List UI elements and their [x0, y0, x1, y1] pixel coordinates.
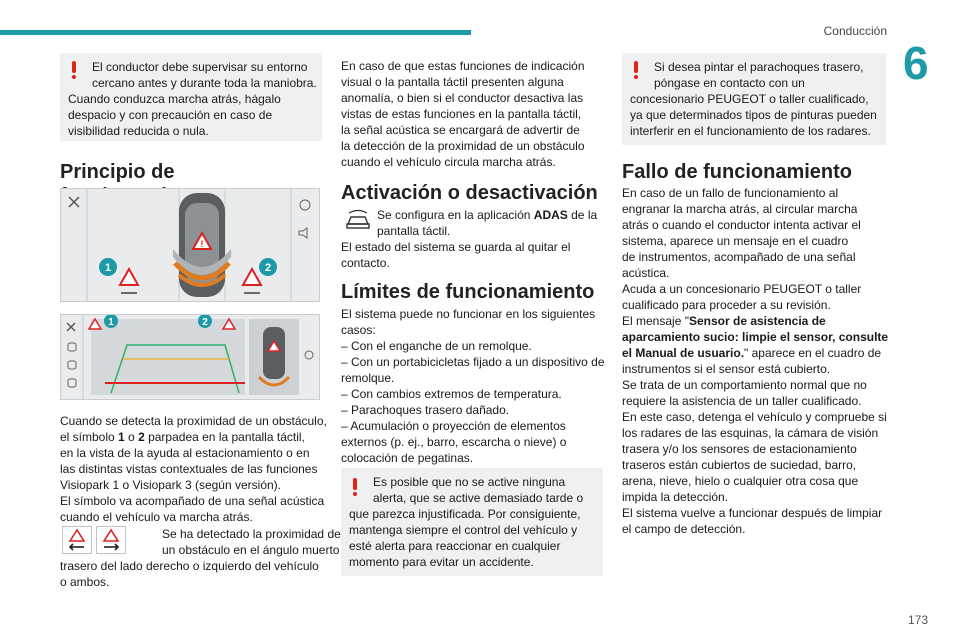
body-line: Se trata de un comportamiento normal que no: [622, 378, 867, 392]
warning-line: esté alerta para reaccionar en cualquier: [349, 539, 561, 553]
body-line: Visiopark 1 o Visiopark 3 (según versión).: [60, 478, 282, 492]
body-line: cualificado para proceder a su revisión.: [622, 298, 831, 312]
icon-description-line: un obstáculo en el ángulo muerto: [162, 543, 340, 557]
body-line: cuando el vehículo va marcha atrás.: [60, 510, 253, 524]
rear-camera-figure: [60, 314, 320, 400]
warning-line: mantenga siempre el control del vehículo y: [349, 523, 578, 537]
body-line: instrumentos si el sensor está cubierto.: [622, 362, 831, 376]
list-item: colocación de pegatinas.: [341, 451, 474, 465]
body-line: traseros están cubiertos de suciedad, barro,: [622, 458, 857, 472]
body-line: vistas de estas funciones en la pantalla táctil,: [341, 107, 582, 121]
body-line: el símbolo 1 o 2 parpadea en la pantalla táctil,: [60, 430, 305, 444]
warning-line: que parezca injustificada. Por consiguiente,: [349, 507, 581, 521]
warning-line: interferir en el funcionamiento de los radares.: [630, 124, 871, 138]
list-item: remolque.: [341, 371, 395, 385]
body-line: arena, nieve, hielo o cualquier otra cosa que: [622, 474, 859, 488]
body-line: Se configura en la aplicación ADAS de la: [377, 208, 598, 222]
car-sensor-icon: [343, 207, 373, 233]
warning-line: cercano antes y durante toda la maniobra.: [92, 76, 317, 90]
body-line: contacto.: [341, 256, 390, 270]
warning-line: visibilidad reducida o nula.: [68, 124, 209, 138]
section-heading: Límites de funcionamiento: [341, 281, 595, 303]
body-line: casos:: [341, 323, 376, 337]
warning-line: Es posible que no se active ninguna: [373, 475, 566, 489]
body-line: impida la detección.: [622, 490, 729, 504]
callout-1-label: 1: [104, 262, 112, 274]
body-line: El sistema puede no funcionar en los siguientes: [341, 307, 596, 321]
message-line: El mensaje "Sensor de asistencia de: [622, 314, 826, 328]
warning-line: El conductor debe supervisar su entorno: [92, 60, 308, 74]
warning-icon: [633, 61, 639, 79]
body-line: de instrumentos, acompañado de una señal: [622, 250, 856, 264]
warning-box: [622, 53, 886, 145]
chapter-number: 6: [903, 37, 929, 89]
list-item: – Con el enganche de un remolque.: [341, 339, 532, 353]
body-line: En caso de un fallo de funcionamiento al: [622, 186, 839, 200]
body-line: Cuando se detecta la proximidad de un obstáculo,: [60, 414, 327, 428]
body-line: trasero del lado derecho o izquierdo del vehículo: [60, 559, 319, 573]
warning-line: alerta, que se active demasiado tarde o: [373, 491, 584, 505]
body-line: engranar la marcha atrás, al circular marcha: [622, 202, 858, 216]
list-item: – Parachoques trasero dañado.: [341, 403, 510, 417]
body-line: en la vista de la ayuda al estacionamiento o en: [60, 446, 310, 460]
body-line: la detección de la proximidad de un obstáculo: [341, 139, 585, 153]
body-line: El estado del sistema se guarda al quitar el: [341, 240, 571, 254]
list-item: externos (p. ej., barro, escarcha o nieve) o: [341, 435, 567, 449]
left-warning-arrow-icon: [62, 526, 92, 554]
section-heading: Principio de: [60, 161, 175, 183]
body-line: el campo de detección.: [622, 522, 746, 536]
body-line: En caso de que estas funciones de indicación: [341, 59, 585, 73]
body-line: las distintas vistas contextuales de las funciones: [60, 462, 318, 476]
parking-top-view-figure: [60, 188, 320, 302]
body-line: o ambos.: [60, 575, 110, 589]
body-line: pantalla táctil.: [377, 224, 451, 238]
warning-line: Si desea pintar el parachoques trasero,: [654, 60, 864, 74]
chapter-name: Conducción: [823, 24, 887, 38]
message-line: el Manual de usuario." aparece en el cuadro de: [622, 346, 882, 360]
body-line: sistema, aparece un mensaje en el cuadro: [622, 234, 849, 248]
warning-line: póngase en contacto con un: [654, 76, 805, 90]
chapter-progress-bar: [0, 30, 471, 35]
svg-text:1: 1: [108, 317, 114, 328]
parking-top-view-illustration: [61, 189, 319, 301]
body-line: anomalía, o bien si el conductor desactiva las: [341, 91, 584, 105]
section-heading: Fallo de funcionamiento: [622, 161, 853, 183]
warning-box: [341, 468, 603, 576]
list-item: – Con un portabicicletas fijado a un dispositivo de: [341, 355, 605, 369]
callout-2-label: 2: [264, 262, 272, 274]
body-line: El sistema vuelve a funcionar después de limpiar: [622, 506, 883, 520]
body-line: acústica.: [622, 266, 670, 280]
list-item: – Con cambios extremos de temperatura.: [341, 387, 562, 401]
icon-description-line: Se ha detectado la proximidad de: [162, 527, 341, 541]
warning-line: despacio y con precaución en caso de: [68, 108, 273, 122]
warning-line: concesionario PEUGEOT o taller cualificado,: [630, 92, 869, 106]
warning-line: ya que determinados tipos de pinturas pueden: [630, 108, 877, 122]
body-line: En este caso, detenga el vehículo y compruebe si: [622, 410, 887, 424]
page-number: 173: [908, 613, 929, 627]
body-line: atrás o cuando el conductor intenta activar el: [622, 218, 861, 232]
section-heading: Activación o desactivación: [341, 182, 598, 204]
warning-line: Cuando conduzca marcha atrás, hágalo: [68, 92, 281, 106]
message-line: aparcamiento sucio: limpie el sensor, consulte: [622, 330, 889, 344]
right-warning-arrow-icon: [96, 526, 126, 554]
body-line: visual o la pantalla táctil presenten alguna: [341, 75, 564, 89]
rear-camera-illustration: [61, 315, 319, 399]
body-line: cuando el vehículo circula marcha atrás.: [341, 155, 556, 169]
warning-icon: [71, 61, 77, 79]
warning-icon: [352, 478, 358, 496]
body-line: requiere la asistencia de un taller cualificado.: [622, 394, 862, 408]
svg-text:2: 2: [202, 317, 208, 328]
list-item: – Acumulación o proyección de elementos: [341, 419, 566, 433]
body-line: los radares de las esquinas, la cámara de visión: [622, 426, 879, 440]
svg-text:!: !: [200, 239, 204, 249]
body-line: trasera y/o los sensores de estacionamiento: [622, 442, 857, 456]
body-line: Acuda a un concesionario PEUGEOT o taller: [622, 282, 862, 296]
warning-box: [60, 53, 322, 141]
warning-line: momento para evitar un accidente.: [349, 555, 534, 569]
body-line: El símbolo va acompañado de una señal acústica: [60, 494, 325, 508]
body-line: la señal acústica se encargará de advertir de: [341, 123, 580, 137]
